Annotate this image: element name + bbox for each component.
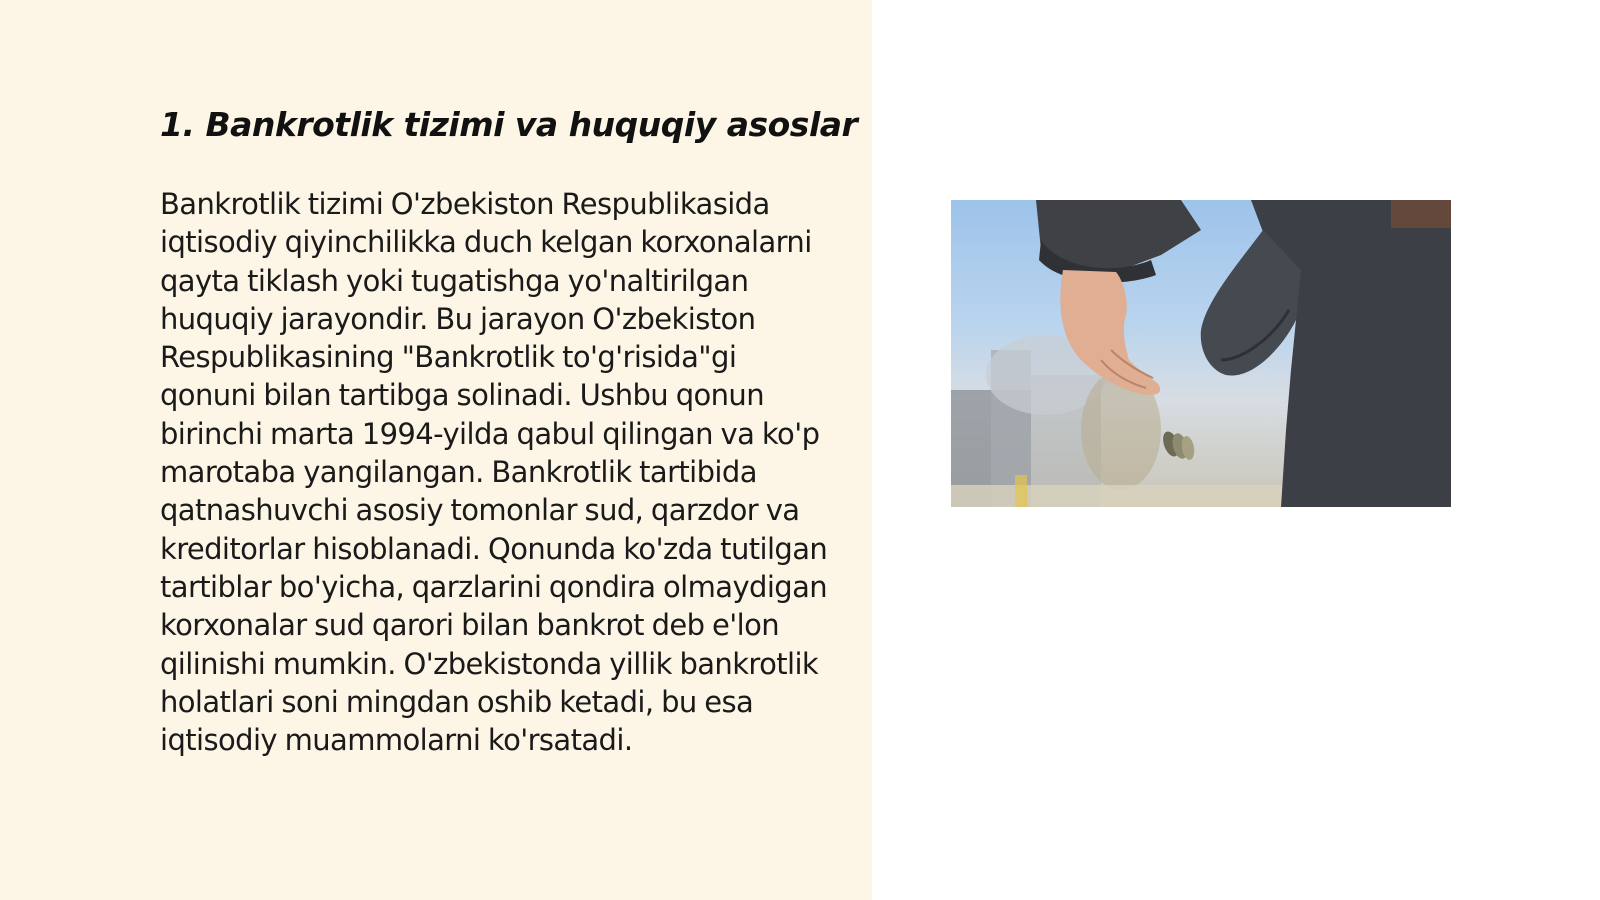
ground <box>951 485 1291 507</box>
jacket-edge <box>1391 200 1451 228</box>
trousers <box>1251 200 1451 507</box>
slide-body-text: Bankrotlik tizimi O'zbekiston Respublikasida iqtisodiy qiyinchilikka duch kelgan korxonalarni qayta tiklash yoki tugatishga yo'naltirilgan huquqiy jarayondir. Bu jarayon O'zbekiston Respublikasining "Bankrotlik to'g'risida"gi qonuni bilan tartibga solinadi. Ushbu qonun birinchi marta 1994-yilda qabul qilingan va ko'p marotaba yangilangan. Bankrotlik tartibida qatnashuvchi asosiy tomonlar sud, qarzdor va kreditorlar hisoblanadi. Qonunda ko'zda tutilgan tartiblar bo'yicha, qarzlarini qondira olmaydigan korxonalar sud qarori bilan bankrot deb e'lon qilinishi mumkin. O'zbekistonda yillik bankrotlik holatlari soni mingdan oshib ketadi, bu esa iqtisodiy muammolarni ko'rsatadi. <box>160 187 828 758</box>
background-post <box>1015 475 1027 507</box>
bankruptcy-photo <box>951 200 1451 507</box>
photo-illustration <box>951 200 1451 507</box>
slide-title: 1. Bankrotlik tizimi va huquqiy asoslar <box>160 105 858 144</box>
